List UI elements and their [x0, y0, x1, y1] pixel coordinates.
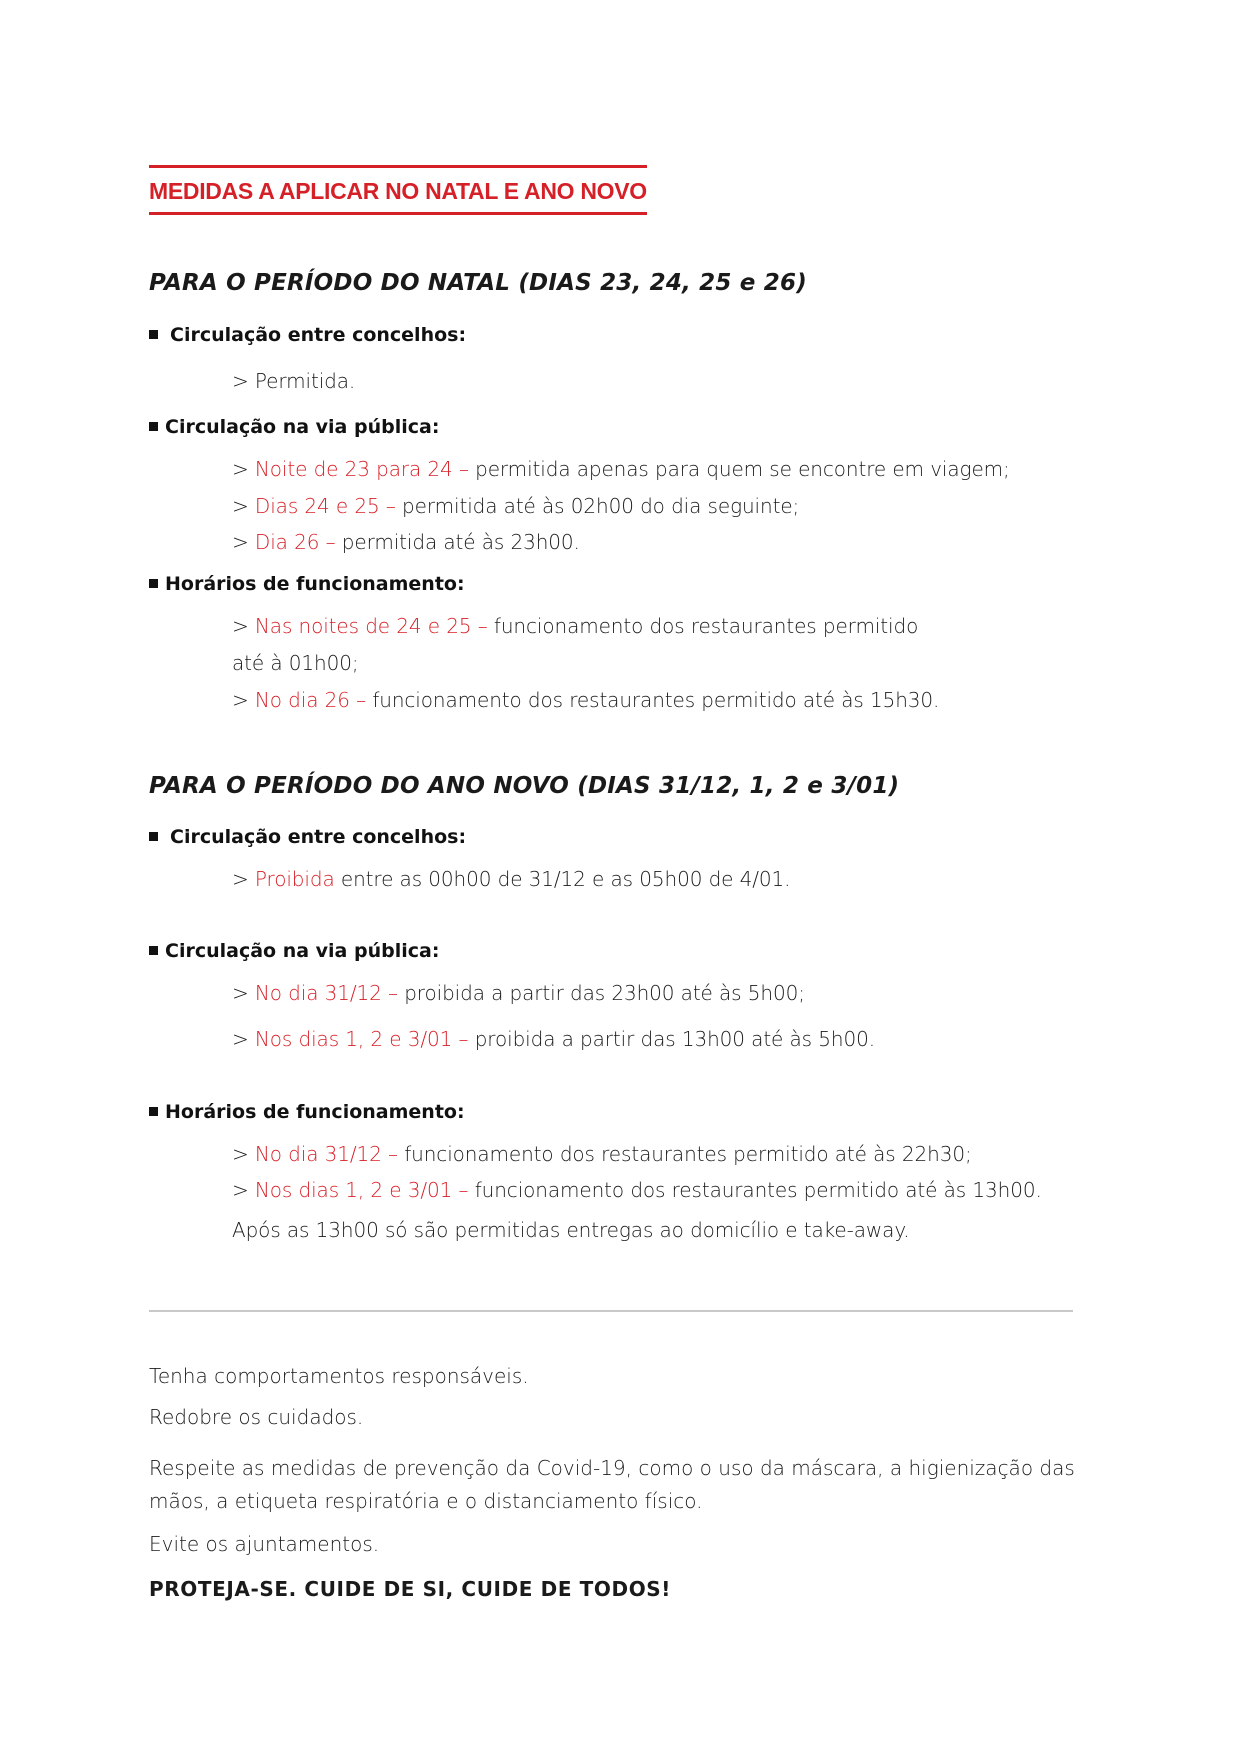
item-highlight: No dia 31/12 –	[254, 1142, 405, 1166]
ano-novo-horarios-label: Horários de funcionamento:	[165, 1101, 465, 1123]
natal-horarios-item	[232, 688, 939, 712]
item-text: funcionamento dos restaurantes permitido	[493, 614, 919, 638]
ano-novo-circ-concelhos-heading	[149, 826, 466, 848]
item-highlight: No dia 26 –	[254, 688, 373, 712]
item-prefix: >	[232, 1142, 255, 1166]
item-text: permitida até às 02h00 do dia seguinte;	[402, 494, 800, 518]
item-text: funcionamento dos restaurantes permitido até às 22h30;	[404, 1142, 972, 1166]
ano-novo-horarios-item	[232, 1218, 909, 1242]
item-prefix: >	[232, 1178, 255, 1202]
main-title-box	[149, 165, 647, 215]
ano-novo-circ-via-item	[232, 1027, 875, 1051]
item-prefix: >	[232, 457, 255, 481]
item-text: proibida a partir das 23h00 até às 5h00;	[404, 981, 805, 1005]
footer-slogan: PROTEJA-SE. CUIDE DE SI, CUIDE DE TODOS!	[149, 1577, 672, 1601]
ano-novo-circ-via-heading	[149, 940, 439, 962]
item-text: permitida até às 23h00.	[341, 530, 580, 554]
item-highlight: Nos dias 1, 2 e 3/01 –	[254, 1178, 475, 1202]
item-prefix: >	[232, 614, 255, 638]
natal-circ-via-item	[232, 457, 1010, 481]
square-bullet-icon	[149, 330, 158, 339]
item-highlight: Dias 24 e 25 –	[254, 494, 403, 518]
main-title: MEDIDAS A APLICAR NO NATAL E ANO NOVO	[149, 178, 647, 204]
item-prefix: >	[232, 530, 255, 554]
square-bullet-icon	[149, 579, 158, 588]
natal-circ-via-item	[232, 494, 799, 518]
ano-novo-heading: PARA O PERÍODO DO ANO NOVO (DIAS 31/12, 1, 2 e 3/01)	[149, 773, 900, 799]
square-bullet-icon	[149, 832, 158, 841]
square-bullet-icon	[149, 946, 158, 955]
section-divider	[149, 1310, 1073, 1312]
natal-circ-via-label: Circulação na via pública:	[165, 416, 440, 438]
natal-circ-via-heading	[149, 416, 439, 438]
item-prefix: >	[232, 369, 255, 393]
item-highlight: No dia 31/12 –	[254, 981, 405, 1005]
square-bullet-icon	[149, 1107, 158, 1116]
item-text: até à 01h00;	[232, 651, 359, 675]
ano-novo-circ-concelhos-label: Circulação entre concelhos:	[170, 826, 467, 848]
ano-novo-horarios-item	[232, 1142, 972, 1166]
item-prefix: >	[232, 1027, 255, 1051]
natal-horarios-heading	[149, 573, 465, 595]
ano-novo-horarios-item	[232, 1178, 1042, 1202]
natal-circ-concelhos-heading	[149, 324, 466, 346]
item-text: Após as 13h00 só são permitidas entregas ao domicílio e take-away.	[232, 1218, 910, 1242]
item-text: funcionamento dos restaurantes permitido até às 15h30.	[372, 688, 940, 712]
square-bullet-icon	[149, 422, 158, 431]
natal-circ-concelhos-item	[232, 369, 355, 393]
item-prefix: >	[232, 867, 255, 891]
item-highlight: Dia 26 –	[254, 530, 342, 554]
item-highlight: Nos dias 1, 2 e 3/01 –	[254, 1027, 475, 1051]
natal-circ-via-item	[232, 530, 580, 554]
ano-novo-circ-via-label: Circulação na via pública:	[165, 940, 440, 962]
natal-circ-concelhos-label: Circulação entre concelhos:	[170, 324, 467, 346]
natal-horarios-label: Horários de funcionamento:	[165, 573, 465, 595]
item-text: proibida a partir das 13h00 até às 5h00.	[474, 1027, 875, 1051]
footer-paragraph: Respeite as medidas de prevenção da Covid-19, como o uso da máscara, a higienização das mãos, a etiqueta respiratória e o distanciamento físico.	[149, 1456, 1075, 1513]
item-prefix: >	[232, 494, 255, 518]
ano-novo-horarios-heading	[149, 1101, 465, 1123]
natal-horarios-item	[232, 651, 359, 675]
item-text: Permitida.	[254, 369, 356, 393]
item-prefix: >	[232, 688, 255, 712]
footer-line-2: Redobre os cuidados.	[149, 1405, 364, 1429]
natal-heading: PARA O PERÍODO DO NATAL (DIAS 23, 24, 25 e 26)	[149, 270, 807, 296]
item-text: entre as 00h00 de 31/12 e as 05h00 de 4/01.	[340, 867, 791, 891]
ano-novo-circ-via-item	[232, 981, 805, 1005]
natal-horarios-item	[232, 614, 918, 638]
item-highlight: Noite de 23 para 24 –	[254, 457, 476, 481]
footer-line-3: Evite os ajuntamentos.	[149, 1532, 380, 1556]
item-highlight: Proibida	[254, 867, 341, 891]
footer-line-1: Tenha comportamentos responsáveis.	[149, 1364, 529, 1388]
item-text: permitida apenas para quem se encontre em viagem;	[475, 457, 1010, 481]
ano-novo-circ-concelhos-item	[232, 867, 790, 891]
item-text: funcionamento dos restaurantes permitido até às 13h00.	[474, 1178, 1042, 1202]
item-highlight: Nas noites de 24 e 25 –	[254, 614, 494, 638]
item-prefix: >	[232, 981, 255, 1005]
